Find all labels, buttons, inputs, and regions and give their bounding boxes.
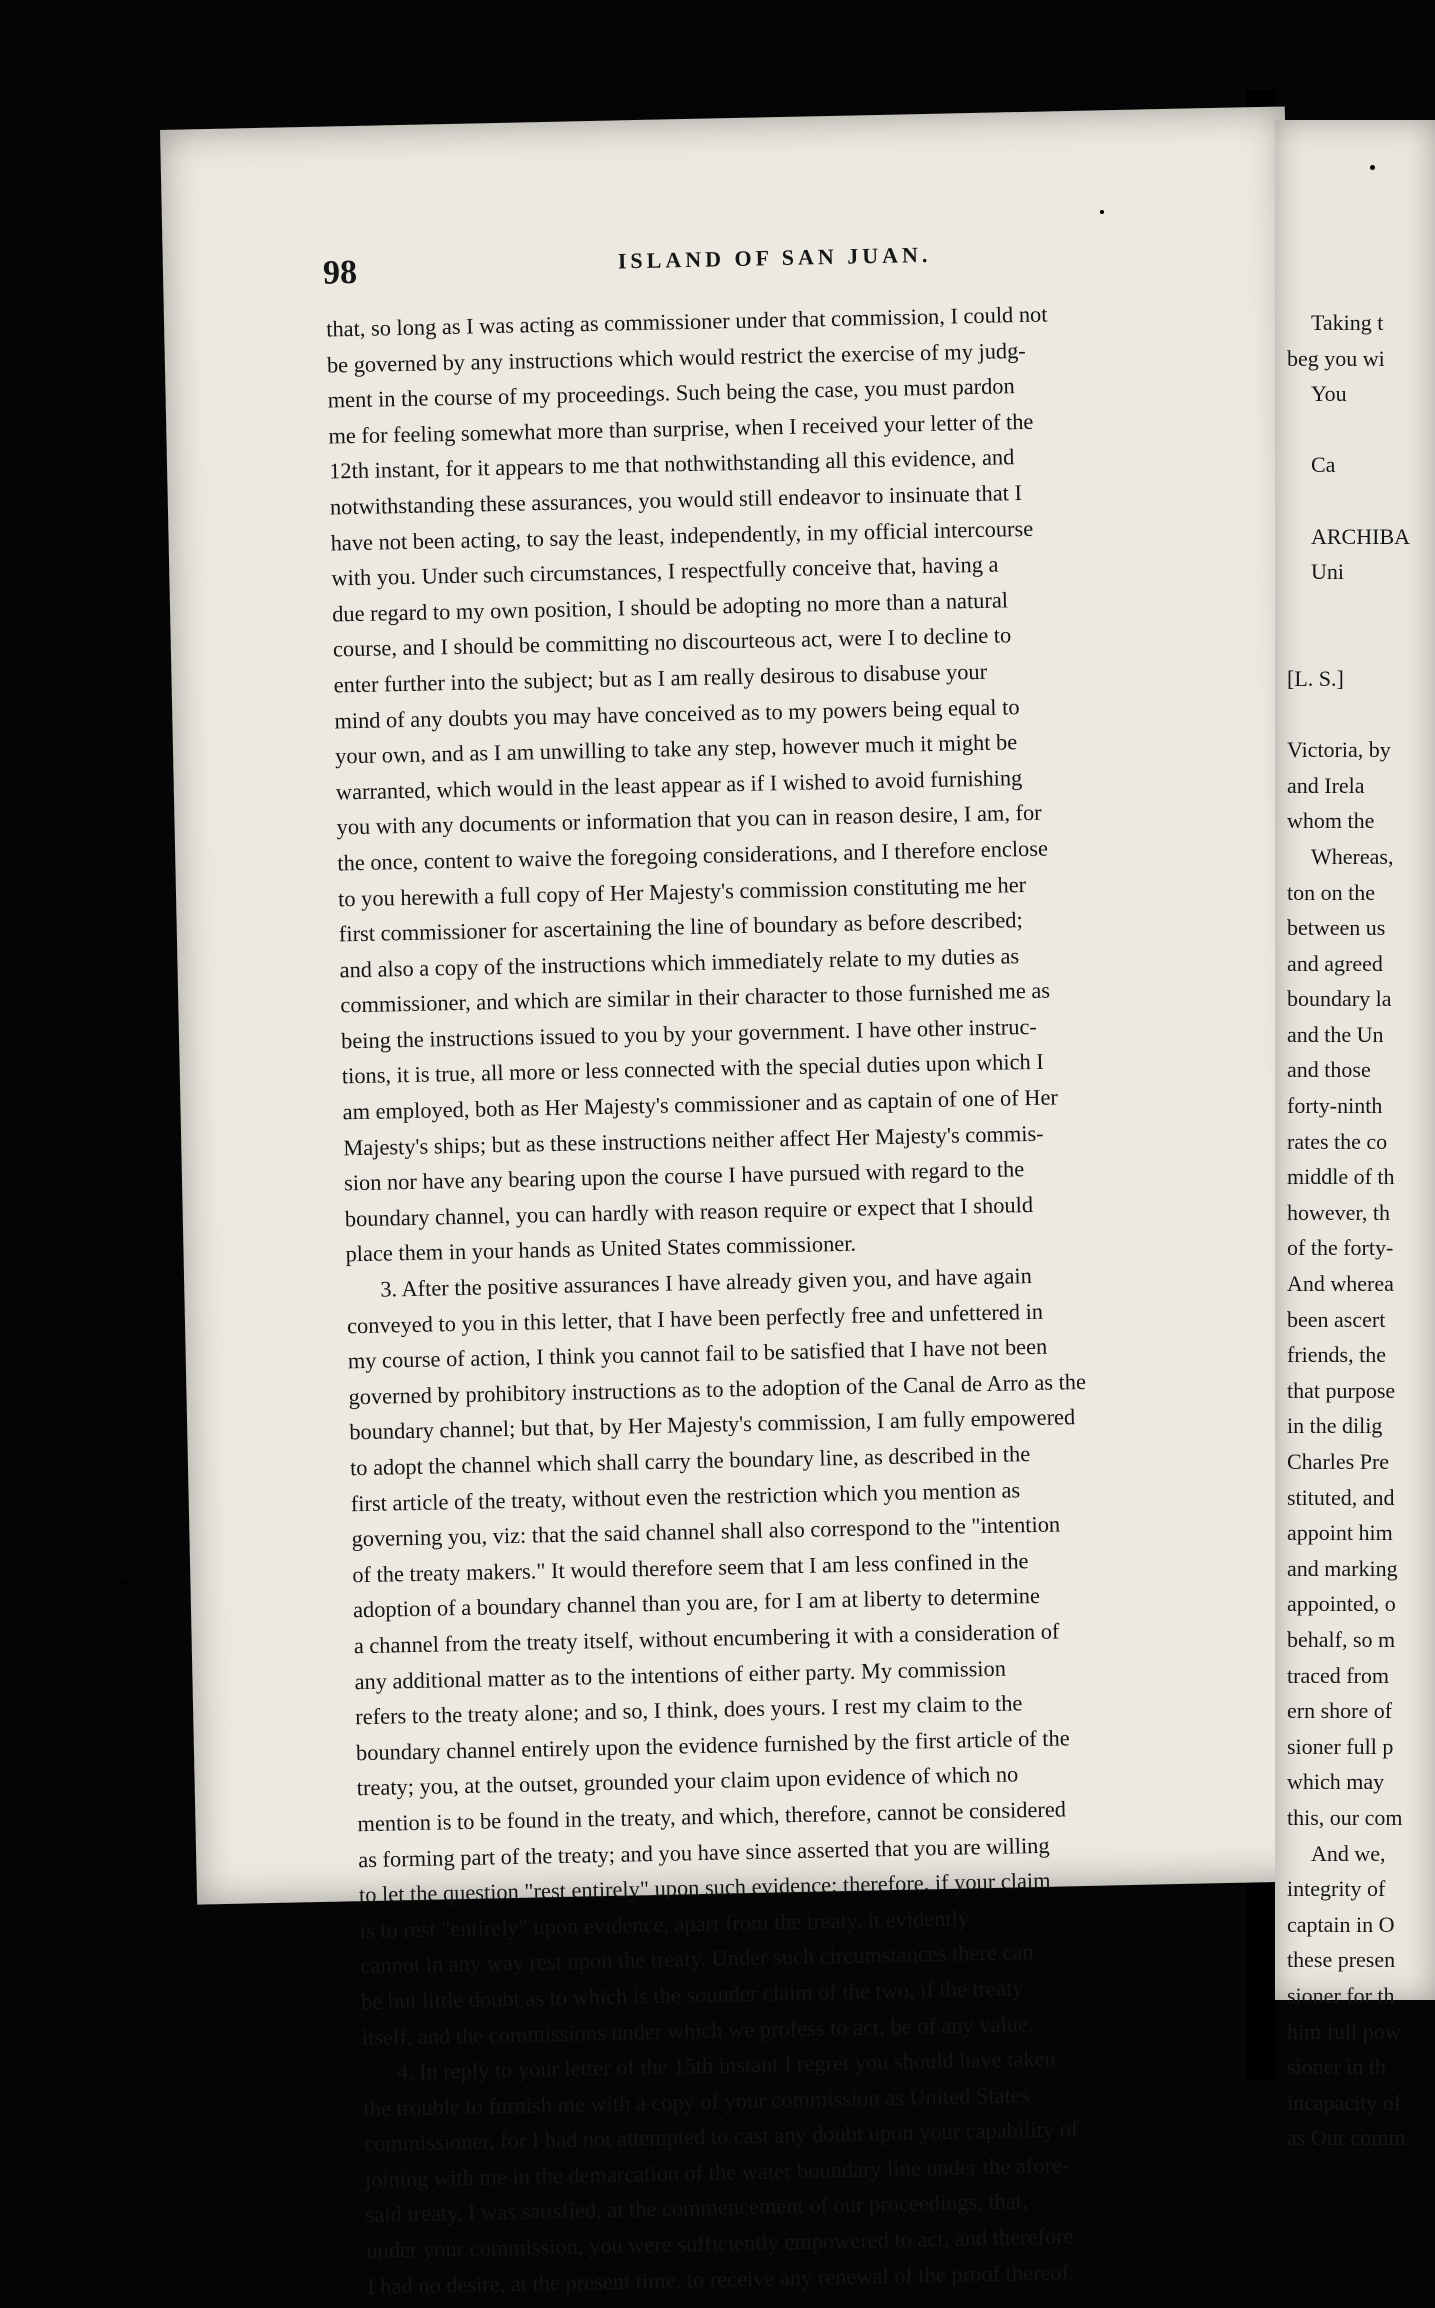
text-line: governing you, viz: that the said channel shall also correspond to the "intention [351,1511,1061,1552]
right-page-line: and marking [1287,1555,1398,1581]
right-page-line: rates the co [1287,1128,1388,1154]
text-line: tions, it is true, all more or less connected with the special duties upon which I [341,1049,1045,1089]
running-head: ISLAND OF SAN JUAN. [617,241,932,274]
text-line: commissioner, for I had not attempted to cast any doubt upon your capability of [363,2116,1079,2157]
right-page-line: behalf, so m [1287,1626,1396,1652]
right-page-line: captain in O [1287,1911,1395,1937]
right-page-line: traced from [1287,1662,1389,1688]
right-page-text [1287,305,1435,2156]
text-line: is to rest "entirely" upon evidence, apart from the treaty, it evidently [359,1905,970,1943]
scan-speck [1100,210,1104,214]
text-line: boundary channel; but that, by Her Majesty's commission, I am fully empowered [349,1404,1076,1445]
text-line: be but little doubt as to which is the sounder claim of the two, if the treaty [360,1975,1024,2015]
right-page-line: and Irela [1287,772,1365,798]
right-page-line: incapacity of [1287,2089,1402,2115]
right-page-line: And wherea [1287,1271,1394,1297]
right-page-line: been ascert [1287,1306,1386,1332]
text-line: me for feeling somewhat more than surprise, when I received your letter of the [328,408,1034,449]
right-page-line [1287,412,1435,448]
right-page-line: Charles Pre [1287,1449,1390,1474]
text-line: due regard to my own position, I should be adopting no more than a natural [331,587,1009,627]
text-line: said treaty. I was satisfied, at the commencement of our proceedings, that, [365,2188,1028,2228]
right-page-line [1287,590,1435,626]
text-line: be governed by any instructions which would restrict the exercise of my judg- [326,337,1026,378]
text-line: course, and I should be committing no discourteous act, were I to decline to [332,622,1012,662]
text-line: first article of the treaty, without even the restriction which you mention as [350,1476,1021,1516]
right-page-line: Ca [1311,452,1336,478]
text-line: you with any documents or information that you can in reason desire, I am, for [336,800,1042,840]
right-page-line: ern shore of [1287,1698,1393,1724]
right-page-line: ARCHIBA [1311,523,1411,549]
right-page-line: integrity of [1287,1876,1386,1902]
text-line: warranted, which would in the least appear as if I wished to avoid furnishing [335,764,1023,805]
text-line: 12th instant, for it appears to me that nothwithstanding all this evidence, and [328,444,1015,484]
text-line: being the instructions issued to you by your government. I have other instruc- [340,1013,1038,1054]
right-page-line: sioner for th [1287,1982,1395,2008]
text-line: notwithstanding these assurances, you would still endeavor to insinuate that I [329,480,1023,520]
text-line: that, so long as I was acting as commissioner under that commission, I could not [325,301,1048,342]
right-page-line: and agreed [1287,950,1383,976]
text-line: a channel from the treaty itself, without encumbering it with a consideration of [353,1618,1060,1659]
text-line: have not been acting, to say the least, independently, in my official intercourse [330,515,1034,556]
right-page-line [1287,483,1435,519]
right-page-line: [L. S.] [1287,665,1344,691]
right-page-line: Uni [1311,559,1344,585]
text-line: cannot in any way rest upon the treaty. Under such circumstances there can [360,1939,1034,1979]
text-line: boundary channel, you can hardly with reason require or expect that I should [344,1191,1034,1232]
right-page-line: sioner full p [1287,1733,1394,1759]
text-line: ment in the course of my proceedings. Such being the case, you must pardon [327,373,1015,413]
page-number: 98 [322,253,358,292]
text-line: with you. Under such circumstances, I respectfully conceive that, having a [331,551,999,591]
right-page-line: him full pow [1287,2018,1401,2044]
right-page-line: friends, the [1287,1342,1386,1368]
right-page-line: which may [1287,1769,1385,1795]
text-line: the trouble to furnish me with a copy of your commission as United States [363,2081,1030,2121]
text-line: treaty; you, at the outset, grounded your claim upon evidence of which no [356,1761,1019,1801]
text-line: adoption of a boundary channel than you are, for I am at liberty to determine [352,1583,1041,1623]
text-line: sion nor have any bearing upon the course I have pursued with regard to the [343,1156,1025,1196]
right-page-line: sioner in th [1287,2054,1386,2080]
right-page-line: appoint him [1287,1520,1393,1546]
left-page [160,106,1322,2299]
right-page-line: Taking t [1311,310,1384,335]
right-page-line: And we, [1311,1840,1386,1866]
right-page-line: and those [1287,1057,1371,1083]
text-line: itself, and the commissions under which we profess to act, be of any value. [361,2010,1034,2050]
body-text [326,293,1278,2305]
text-line: of the treaty makers." It would therefore seem that I am less confined in the [352,1547,1029,1588]
right-page-line: whom the [1287,808,1375,834]
text-line: 3. After the positive assurances I have already given you, and have again [380,1263,1033,1302]
right-page-line: and the Un [1287,1021,1384,1047]
right-page-line: as Our comm [1287,2125,1406,2151]
text-line: Majesty's ships; but as these instructions neither affect Her Majesty's commis- [343,1120,1044,1161]
text-line: commissioner, and which are similar in their character to those furnished me as [340,977,1051,1018]
text-line: under your commission, you were sufficiently empowered to act, and therefore [366,2223,1074,2264]
right-page-line: that purpose [1287,1377,1396,1403]
text-line: and also a copy of the instructions which immediately relate to my duties as [339,942,1020,983]
text-line: conveyed to you in this letter, that I have been perfectly free and unfettered in [346,1298,1044,1338]
right-page-line: of the forty- [1287,1235,1394,1261]
scan-speck [120,1580,126,1584]
right-page-line: beg you wi [1287,345,1385,371]
text-line: enter further into the subject; but as I am really desirous to disabuse your [333,658,988,698]
right-page-line: appointed, o [1287,1591,1396,1617]
text-line: refers to the treaty alone; and so, I think, does yours. I rest my claim to the [355,1690,1023,1730]
text-line: 4. In reply to your letter of the 15th instant I regret you should have taken [396,2045,1056,2085]
right-page-line [1287,625,1435,661]
text-line: mention is to be found in the treaty, and which, therefore, cannot be considered [357,1796,1067,1837]
text-line: mind of any doubts you may have conceived as to my powers being equal to [334,693,1020,734]
text-line: place them in your hands as United States commissioner. [345,1231,857,1267]
text-line: the once, content to waive the foregoing considerations, and I therefore enclose [337,835,1049,876]
right-page-fragment [1275,120,1435,2151]
scan-speck [1370,165,1375,170]
right-page-line: forty-ninth [1287,1093,1383,1119]
text-line: to let the question "rest entirely" upon such evidence; therefore, if your claim [358,1867,1051,1908]
text-line: to adopt the channel which shall carry the boundary line, as described in the [349,1441,1031,1481]
text-line: your own, and as I am unwilling to take any step, however much it might be [334,729,1018,769]
text-line: governed by prohibitory instructions as to the adoption of the Canal de Arro as the [348,1368,1087,1410]
right-page-line: You [1311,381,1347,407]
right-page-line [1287,697,1435,733]
right-page-line: however, th [1287,1199,1390,1225]
text-line: any additional matter as to the intentions of either party. My commission [354,1655,1007,1694]
text-line: my course of action, I think you cannot fail to be satisfied that I have not been [347,1333,1048,1374]
right-page-line: stituted, and [1287,1484,1395,1510]
text-line: I had no desire, at the present time, to receive any renewal of the proof thereof. [366,2258,1075,2299]
right-page-line: Whereas, [1311,843,1394,869]
right-page-line: ton on the [1287,879,1375,905]
right-page-line: Victoria, by [1287,737,1391,763]
right-page-line: middle of th [1287,1164,1395,1190]
text-line: to you herewith a full copy of Her Majesty's commission constituting me her [337,871,1027,911]
right-page-line: between us [1287,915,1386,941]
text-line: boundary channel entirely upon the evidence furnished by the first article of the [355,1725,1070,1765]
text-line: joining with me in the demarcation of the water boundary line under the afore- [364,2152,1070,2193]
text-line: am employed, both as Her Majesty's commissioner and as captain of one of Her [342,1084,1059,1125]
right-page-line: this, our com [1287,1804,1403,1830]
right-page-line: in the dilig [1287,1413,1383,1439]
text-line: first commissioner for ascertaining the line of boundary as before described; [338,907,1023,947]
right-page-line: boundary la [1287,986,1392,1012]
right-page-line: these presen [1287,1947,1396,1973]
text-line: as forming part of the treaty; and you have since asserted that you are willing [357,1832,1050,1872]
